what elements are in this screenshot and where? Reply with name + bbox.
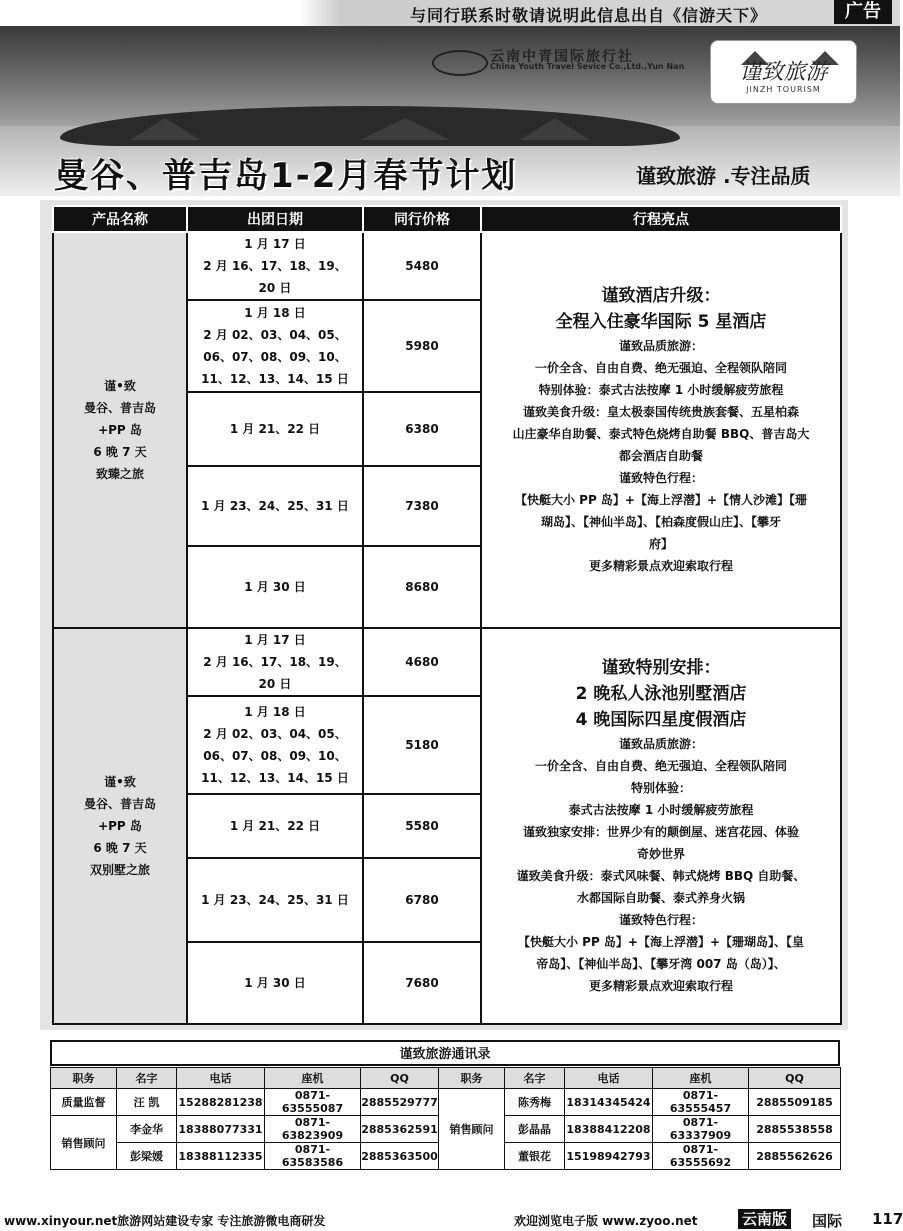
contact-header-row (51, 1068, 841, 1089)
contact-name: 陈秀梅 (505, 1089, 565, 1116)
brand-name: 谨致旅游 (739, 60, 828, 85)
slogan: 谨致旅游 .专注品质 (636, 164, 811, 188)
text-line: 谨致独家安排：世界少有的颠倒屋、迷宫花园、体验 (522, 825, 799, 839)
text-line: 1 月 21、22 日 (229, 819, 321, 833)
contact-column-header: 座机 (653, 1068, 749, 1089)
text-line: 6 晚 7 天 (93, 445, 147, 459)
highlight-big-line: 谨致特别安排： (601, 658, 721, 678)
contact-table (50, 1067, 841, 1170)
footer-left-text: www.xinyour.net旅游网站建设专家 专注旅游微电商研发 (4, 1214, 326, 1228)
text-line: 11、12、13、14、15 日 (201, 771, 349, 785)
table-header-row (53, 206, 841, 232)
departure-date-cell (187, 942, 363, 1024)
contact-tel: 0871-63583586 (265, 1143, 361, 1170)
highlight-big-line: 2 晚私人泳池别墅酒店 (575, 684, 747, 704)
contact-qq: 2885363500 (361, 1143, 439, 1170)
text-line: 谨致特色行程： (618, 471, 703, 485)
highlight-big-line: 谨致酒店升级： (601, 286, 721, 306)
table-row (53, 232, 841, 300)
text-line: 特别体验： (630, 781, 691, 795)
agency-name-en: China Youth Travel Sevice Co.,Ltd.,Yun Nan (490, 62, 685, 71)
column-header: 产品名称 (53, 206, 187, 232)
contact-column-header: 电话 (177, 1068, 265, 1089)
text-line: 谨致特色行程： (618, 913, 703, 927)
contact-name: 彭晶晶 (505, 1116, 565, 1143)
price-cell: 5580 (363, 794, 481, 858)
contact-name: 汪 凯 (117, 1089, 177, 1116)
footer-right-text: 欢迎浏览电子版 www.zyoo.net (514, 1214, 698, 1228)
price-cell: 4680 (363, 628, 481, 696)
contact-column-header: 名字 (117, 1068, 177, 1089)
contact-qq: 2885509185 (749, 1089, 841, 1116)
text-line: +PP 岛 (98, 423, 142, 437)
brand-name-en: JINZH TOURISM (746, 85, 821, 94)
agency-logo (432, 46, 702, 76)
departure-date-cell (187, 794, 363, 858)
departure-date-cell (187, 392, 363, 466)
departure-date-cell (187, 628, 363, 696)
departure-date-cell (187, 232, 363, 300)
contact-column-header: QQ (361, 1068, 439, 1089)
text-line: 都会酒店自助餐 (618, 449, 703, 463)
contact-caption: 谨致旅游通讯录 (50, 1040, 840, 1066)
agency-emblem-icon (432, 50, 488, 76)
footer (0, 1208, 903, 1230)
brand-logo (710, 40, 857, 104)
ad-tag: 广告 (834, 0, 892, 24)
contact-column-header: 职务 (51, 1068, 117, 1089)
text-line: +PP 岛 (98, 819, 142, 833)
contact-qq: 2885538558 (749, 1116, 841, 1143)
text-line: 致臻之旅 (95, 467, 144, 481)
contact-tel: 0871-63555692 (653, 1143, 749, 1170)
text-line: 1 月 30 日 (244, 976, 306, 990)
text-line: 府】 (648, 537, 673, 551)
price-cell: 8680 (363, 546, 481, 628)
text-line: 山庄豪华自助餐、泰式特色烧烤自助餐 BBQ、普吉岛大 (512, 427, 810, 441)
departure-date-cell (187, 696, 363, 794)
contact-name: 彭梁媛 (117, 1143, 177, 1170)
text-line: 更多精彩景点欢迎索取行程 (588, 979, 733, 993)
text-line: 11、12、13、14、15 日 (201, 372, 349, 386)
top-banner (0, 0, 900, 26)
contact-phone: 15198942793 (565, 1143, 653, 1170)
itinerary-body (53, 232, 841, 1024)
price-cell: 5480 (363, 232, 481, 300)
text-line: 2 月 02、03、04、05、 (203, 328, 347, 342)
product-name-cell (53, 232, 187, 628)
text-line: 奇妙世界 (636, 847, 685, 861)
section-label: 国际 (812, 1212, 843, 1230)
text-line: 一价全含、自由自费、绝无强迫、全程领队陪同 (534, 361, 787, 375)
page-number: 117 (872, 1210, 903, 1228)
text-line: 谨•致 (104, 775, 136, 789)
contact-phone: 18314345424 (565, 1089, 653, 1116)
text-line: 更多精彩景点欢迎索取行程 (588, 559, 733, 573)
product-name-cell (53, 628, 187, 1024)
contact-phone: 18388112335 (177, 1143, 265, 1170)
text-line: 谨致品质旅游： (618, 339, 703, 353)
text-line: 1 月 23、24、25、31 日 (201, 893, 349, 907)
text-line: 6 晚 7 天 (93, 841, 147, 855)
text-line: 2 月 16、17、18、19、 (203, 259, 347, 273)
price-cell: 7680 (363, 942, 481, 1024)
text-line: 1 月 21、22 日 (229, 422, 321, 436)
highlight-big-line: 4 晚国际四星度假酒店 (575, 710, 747, 730)
departure-date-cell (187, 300, 363, 392)
text-line: 泰式古法按摩 1 小时缓解疲劳旅程 (568, 803, 754, 817)
contact-column-header: QQ (749, 1068, 841, 1089)
price-cell: 7380 (363, 466, 481, 546)
contact-qq: 2885529777 (361, 1089, 439, 1116)
text-line: 20 日 (258, 677, 292, 691)
contact-tel: 0871-63823909 (265, 1116, 361, 1143)
highlight-big-line: 全程入住豪华国际 5 星酒店 (555, 312, 767, 332)
text-line: 谨•致 (104, 379, 136, 393)
text-line: 20 日 (258, 281, 292, 295)
contact-column-header: 电话 (565, 1068, 653, 1089)
text-line: 1 月 17 日 (244, 633, 306, 647)
contact-phone: 18388412208 (565, 1116, 653, 1143)
page-title: 曼谷、普吉岛1-2月春节计划 (54, 156, 518, 196)
text-line: 【快艇大小 PP 岛】+【海上浮潜】+【情人沙滩】【珊 (514, 493, 808, 507)
price-cell: 5180 (363, 696, 481, 794)
text-line: 谨致美食升级：皇太极泰国传统贵族套餐、五星柏森 (522, 405, 799, 419)
highlights-cell (481, 628, 841, 1024)
text-line: 曼谷、普吉岛 (83, 797, 156, 811)
text-line: 一价全含、自由自费、绝无强迫、全程领队陪同 (534, 759, 787, 773)
text-line: 1 月 23、24、25、31 日 (201, 499, 349, 513)
contact-name: 李金华 (117, 1116, 177, 1143)
text-line: 06、07、08、09、10、 (203, 749, 347, 763)
highlights-cell (481, 232, 841, 628)
text-line: 谨致品质旅游： (618, 737, 703, 751)
contact-column-header: 座机 (265, 1068, 361, 1089)
contact-row (51, 1089, 841, 1116)
price-cell: 6380 (363, 392, 481, 466)
text-line: 06、07、08、09、10、 (203, 350, 347, 364)
departure-date-cell (187, 466, 363, 546)
text-line: 谨致美食升级：泰式风味餐、韩式烧烤 BBQ 自助餐、 (516, 869, 806, 883)
edition-badge: 云南版 (738, 1209, 791, 1229)
contact-name: 董银花 (505, 1143, 565, 1170)
role-cell: 质量监督 (51, 1089, 117, 1116)
role-cell: 销售顾问 (439, 1089, 505, 1170)
text-line: 瑚岛】、【神仙半岛】、【柏森度假山庄】、【攀牙 (540, 515, 781, 529)
column-header: 行程亮点 (481, 206, 841, 232)
contact-qq: 2885362591 (361, 1116, 439, 1143)
source-notice: 与同行联系时敬请说明此信息出自《信游天下》 (410, 6, 768, 25)
text-line: 1 月 30 日 (244, 580, 306, 594)
text-line: 【快艇大小 PP 岛】+【海上浮潜】+【珊瑚岛】、【皇 (517, 935, 805, 949)
table-row (53, 628, 841, 696)
contact-directory (50, 1040, 840, 1169)
text-line: 1 月 18 日 (244, 306, 306, 320)
contact-tel: 0871-63337909 (653, 1116, 749, 1143)
contact-phone: 15288281238 (177, 1089, 265, 1116)
text-line: 1 月 17 日 (244, 237, 306, 251)
text-line: 2 月 02、03、04、05、 (203, 727, 347, 741)
agency-name: 云南中青国际旅行社 (490, 49, 634, 65)
text-line: 2 月 16、17、18、19、 (203, 655, 347, 669)
departure-date-cell (187, 546, 363, 628)
contact-tel: 0871-63555087 (265, 1089, 361, 1116)
text-line: 帝岛】、【神仙半岛】、【攀牙湾 007 岛（岛）】、 (536, 957, 786, 971)
itinerary-table (52, 205, 842, 1025)
text-line: 1 月 18 日 (244, 705, 306, 719)
column-header: 同行价格 (363, 206, 481, 232)
contact-body (51, 1068, 841, 1170)
text-line: 双别墅之旅 (89, 863, 150, 877)
text-line: 特别体验：泰式古法按摩 1 小时缓解疲劳旅程 (538, 383, 784, 397)
column-header: 出团日期 (187, 206, 363, 232)
contact-phone: 18388077331 (177, 1116, 265, 1143)
contact-column-header: 职务 (439, 1068, 505, 1089)
text-line: 水都国际自助餐、泰式养身火锅 (576, 891, 745, 905)
contact-tel: 0871-63555457 (653, 1089, 749, 1116)
price-cell: 6780 (363, 858, 481, 942)
departure-date-cell (187, 858, 363, 942)
role-cell: 销售顾问 (51, 1116, 117, 1170)
price-cell: 5980 (363, 300, 481, 392)
contact-qq: 2885562626 (749, 1143, 841, 1170)
text-line: 曼谷、普吉岛 (83, 401, 156, 415)
contact-column-header: 名字 (505, 1068, 565, 1089)
